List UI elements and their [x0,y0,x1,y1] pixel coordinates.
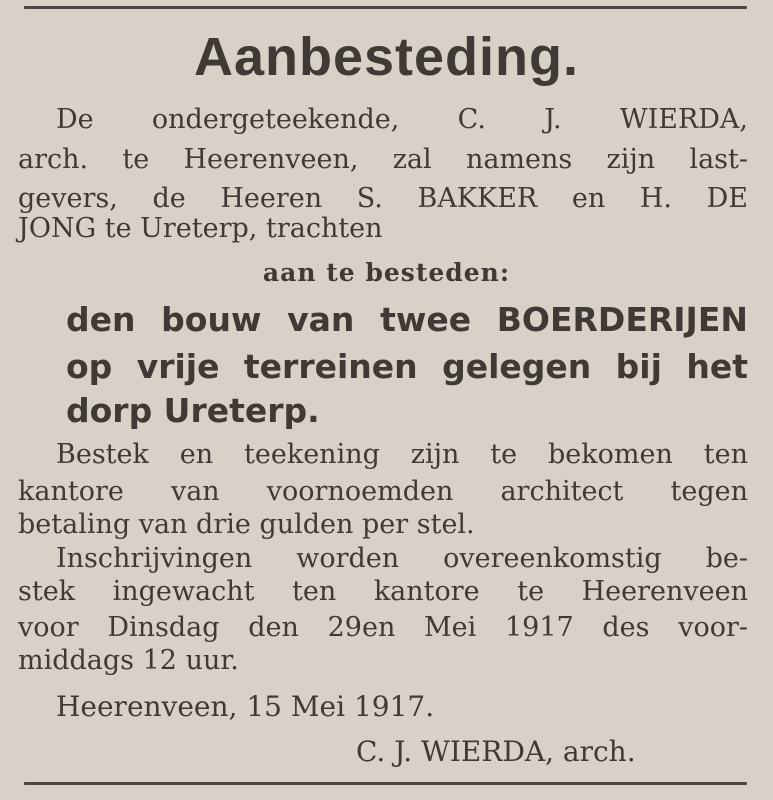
bottom-rule [24,782,747,785]
body-line-3: betaling van drie gulden per stel. [18,509,475,540]
body-line-6: voor Dinsdag den 29en Mei 1917 des voor- [18,612,748,643]
object-line-1: den bouw van twee BOERDERIJEN [66,300,748,339]
notice-subheading: aan te besteden: [262,258,511,287]
place-date: Heerenveen, 15 Mei 1917. [56,690,435,723]
object-line-3: dorp Ureterp. [66,391,320,430]
body-line-2: kantore van voornoemden architect tegen [18,476,748,507]
signature: C. J. WIERDA, arch. [356,735,636,768]
body-line-4: Inschrijvingen worden overeenkomstig be- [56,543,748,574]
intro-line-3: gevers, de Heeren S. BAKKER en H. DE [18,183,748,214]
body-line-7: middags 12 uur. [18,645,239,676]
notice-title: Aanbesteding. [193,27,580,87]
intro-line-1: De ondergeteekende, C. J. WIERDA, [56,104,748,135]
intro-line-4: JONG te Ureterp, trachten [18,213,383,244]
object-line-2: op vrije terreinen gelegen bij het [66,347,748,386]
intro-line-2: arch. te Heerenveen, zal namens zijn last- [18,144,748,175]
top-rule [24,6,747,9]
body-line-1: Bestek en teekening zijn te bekomen ten [56,439,748,470]
body-line-5: stek ingewacht ten kantore te Heerenveen [18,576,748,607]
